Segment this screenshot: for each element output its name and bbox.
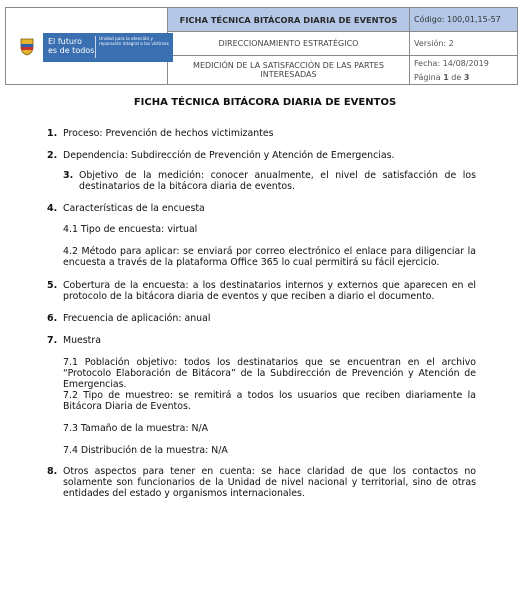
logo-divider — [95, 36, 96, 58]
institution-logo — [6, 8, 169, 84]
coat-of-arms-icon — [19, 38, 35, 56]
item-4-2-text: 4.2 Método para aplicar: se enviará por correo electrónico el enlace para diligenciar la encuesta a través de la plataforma Office 365 lo cual permitirá su fácil ejercicio. — [63, 246, 476, 268]
document-header-table — [5, 7, 518, 85]
document-title: FICHA TÉCNICA BITÁCORA DIARIA DE EVENTOS — [133, 97, 397, 108]
header-code: Código: 100,01,15-57 — [410, 8, 518, 32]
header-date: Fecha: 14/08/2019 — [414, 58, 489, 68]
page-number: 1 — [443, 72, 449, 82]
header-subtitle: MEDICIÓN DE LA SATISFACCIÓN DE LAS PARTES INTERESADAS — [168, 56, 410, 85]
logo-line1: El futuro — [48, 37, 82, 46]
header-area: DIRECCIONAMIENTO ESTRATÉGICO — [168, 32, 410, 56]
item-5-text: Cobertura de la encuesta: a los destinatarios internos y externos que aparecen en el protocolo de la bitácora diaria de eventos y que reciben a diario el documento. — [63, 280, 476, 302]
page-of: de — [448, 72, 464, 82]
header-page — [414, 73, 517, 82]
page-prefix: Página — [414, 72, 444, 82]
item-number-8: 8. — [47, 466, 58, 477]
header-date-page-cell — [410, 56, 518, 85]
logo-line2: es de todos — [48, 46, 95, 55]
item-6-text: Frecuencia de aplicación: anual — [63, 313, 211, 324]
item-3-text: Objetivo de la medición: conocer anualmente, el nivel de satisfacción de los destinatarios de la bitácora diaria de eventos. — [79, 170, 476, 192]
item-7-4-text: 7.4 Distribución de la muestra: N/A — [63, 445, 228, 456]
header-version: Versión: 2 — [410, 32, 518, 56]
item-number-6: 6. — [47, 313, 58, 324]
logo-entity-name: Unidad para la atención y reparación integral a las víctimas — [99, 36, 169, 46]
page-total: 3 — [463, 72, 470, 82]
item-7-1-text: 7.1 Población objetivo: todos los destinatarios que se encuentran en el archivo “Protocolo Elaboración de Bitácora” de la Subdirección de Prevención y Atención de Emergencias. — [63, 357, 476, 390]
item-4-1-text: 4.1 Tipo de encuesta: virtual — [63, 224, 198, 235]
item-number-3: 3. — [63, 170, 74, 181]
item-7-2-text: 7.2 Tipo de muestreo: se remitirá a todos los usuarios que reciben diariamente la Bitácora Diaria de Eventos. — [63, 390, 476, 412]
item-1-text: Proceso: Prevención de hechos victimizantes — [63, 128, 274, 139]
item-number-7: 7. — [47, 335, 58, 346]
item-number-1: 1. — [47, 128, 58, 139]
item-2-text: Dependencia: Subdirección de Prevención y Atención de Emergencias. — [63, 150, 395, 161]
item-8-text: Otros aspectos para tener en cuenta: se hace claridad de que los contactos no solamente son funcionarios de la Unidad de nivel nacional y territorial, sino de otras entidades del estado y organismos internacionales. — [63, 466, 476, 499]
item-7-3-text: 7.3 Tamaño de la muestra: N/A — [63, 423, 209, 434]
header-title: FICHA TÉCNICA BITÁCORA DIARIA DE EVENTOS — [168, 8, 410, 32]
item-number-4: 4. — [47, 203, 58, 214]
logo-cell — [6, 8, 168, 85]
item-number-5: 5. — [47, 280, 58, 291]
item-7-text: Muestra — [63, 335, 101, 346]
item-4-text: Características de la encuesta — [63, 203, 205, 214]
item-number-2: 2. — [47, 150, 58, 161]
